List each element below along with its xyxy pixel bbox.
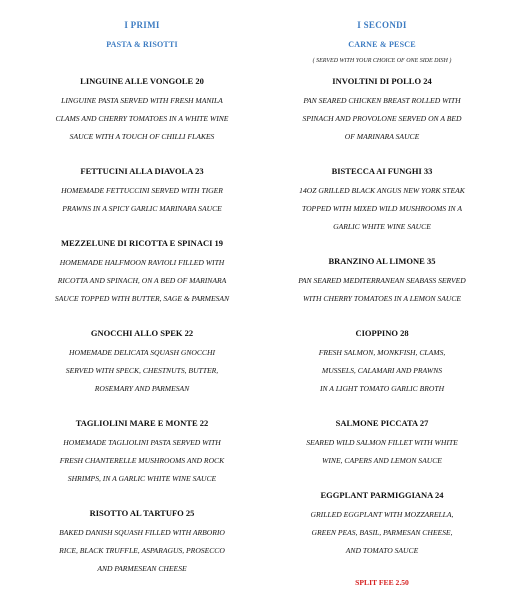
item-desc-line: GRILLED EGGPLANT WITH MOZZARELLA, [310, 510, 454, 519]
item-desc-line: WITH CHERRY TOMATOES IN A LEMON SAUCE [302, 294, 462, 303]
item-desc-line: HOMEMADE FETTUCCINI SERVED WITH TIGER [61, 186, 223, 195]
item-desc-line: AND TOMATO SAUCE [345, 546, 419, 555]
split-fee: SPLIT FEE 2.50 [355, 578, 409, 587]
item-desc-line: PAN SEARED CHICKEN BREAST ROLLED WITH [303, 96, 461, 105]
item-desc-line: GREEN PEAS, BASIL, PARMESAN CHEESE, [311, 528, 453, 537]
item-desc-line: HOMEMADE TAGLIOLINI PASTA SERVED WITH [63, 438, 221, 447]
item-name: TAGLIOLINI MARE E MONTE 22 [75, 418, 209, 428]
item-desc-line: GARLIC WHITE WINE SAUCE [333, 222, 431, 231]
item-name: LINGUINE ALLE VONGOLE 20 [80, 76, 204, 86]
menu-item [257, 164, 507, 236]
item-desc-line: TOPPED WITH MIXED WILD MUSHROOMS IN A [301, 204, 462, 213]
item-desc-line: SEARED WILD SALMON FILLET WITH WHITE [306, 438, 458, 447]
secondi-subtitle: CARNE & PESCE [348, 40, 416, 49]
item-desc-line: RICOTTA AND SPINACH, ON A BED OF MARINARA [57, 276, 227, 285]
secondi-side-dish-note: ( SERVED WITH YOUR CHOICE OF ONE SIDE DISH ) [312, 58, 452, 64]
menu-item [17, 74, 267, 146]
menu-item [257, 488, 507, 560]
item-name: RISOTTO AL TARTUFO 25 [89, 508, 195, 518]
item-desc-line: 14OZ GRILLED BLACK ANGUS NEW YORK STEAK [299, 186, 465, 195]
item-name: CIOPPINO 28 [355, 328, 409, 338]
item-desc-line: HOMEMADE HALFMOON RAVIOLI FILLED WITH [59, 258, 225, 267]
item-desc-line: SAUCE WITH A TOUCH OF CHILLI FLAKES [69, 132, 215, 141]
item-desc-line: OF MARINARA SAUCE [344, 132, 420, 141]
item-name: FETTUCINI ALLA DIAVOLA 23 [80, 166, 204, 176]
item-desc-line: SAUCE TOPPED WITH BUTTER, SAGE & PARMESAN [54, 294, 230, 303]
item-desc-line: BAKED DANISH SQUASH FILLED WITH ARBORIO [59, 528, 225, 537]
menu-item [17, 164, 267, 218]
item-desc-line: AND PARMESEAN CHEESE [97, 564, 187, 573]
item-name: GNOCCHI ALLO SPEK 22 [90, 328, 194, 338]
primi-title: I PRIMI [124, 20, 160, 30]
item-desc-line: ROSEMARY AND PARMESAN [94, 384, 190, 393]
item-desc-line: MUSSELS, CALAMARI AND PRAWNS [321, 366, 443, 375]
menu-item [257, 326, 507, 398]
secondi-title: I SECONDI [357, 20, 407, 30]
menu-item [17, 326, 267, 398]
item-desc-line: HOMEMADE DELICATA SQUASH GNOCCHI [68, 348, 216, 357]
menu-item [17, 416, 267, 488]
item-desc-line: SHRIMPS, IN A GARLIC WHITE WINE SAUCE [67, 474, 217, 483]
primi-subtitle: PASTA & RISOTTI [106, 40, 178, 49]
item-desc-line: CLAMS AND CHERRY TOMATOES IN A WHITE WINE [55, 114, 229, 123]
item-name: SALMONE PICCATA 27 [335, 418, 429, 428]
menu-item [257, 416, 507, 470]
item-desc-line: SPINACH AND PROVOLONE SERVED ON A BED [302, 114, 462, 123]
item-desc-line: LINGUINE PASTA SERVED WITH FRESH MANILA [61, 96, 223, 105]
item-desc-line: RICE, BLACK TRUFFLE, ASPARAGUS, PROSECCO [59, 546, 225, 555]
item-desc-line: PRAWNS IN A SPICY GARLIC MARINARA SAUCE [62, 204, 222, 213]
menu-item [257, 254, 507, 308]
item-desc-line: FRESH CHANTERELLE MUSHROOMS AND ROCK [59, 456, 225, 465]
item-desc-line: FRESH SALMON, MONKFISH, CLAMS, [318, 348, 446, 357]
menu-item [257, 74, 507, 146]
menu-item [17, 236, 267, 308]
item-desc-line: SERVED WITH SPECK, CHESTNUTS, BUTTER, [65, 366, 219, 375]
item-name: INVOLTINI DI POLLO 24 [332, 76, 432, 86]
item-name: EGGPLANT PARMIGGIANA 24 [320, 490, 444, 500]
item-name: MEZZELUNE DI RICOTTA E SPINACI 19 [60, 238, 224, 248]
menu-item [17, 506, 267, 578]
item-name: BRANZINO AL LIMONE 35 [328, 256, 436, 266]
item-desc-line: PAN SEARED MEDITERRANEAN SEABASS SERVED [298, 276, 466, 285]
item-desc-line: IN A LIGHT TOMATO GARLIC BROTH [319, 384, 445, 393]
item-name: BISTECCA AI FUNGHI 33 [331, 166, 433, 176]
item-desc-line: WINE, CAPERS AND LEMON SAUCE [322, 456, 442, 465]
